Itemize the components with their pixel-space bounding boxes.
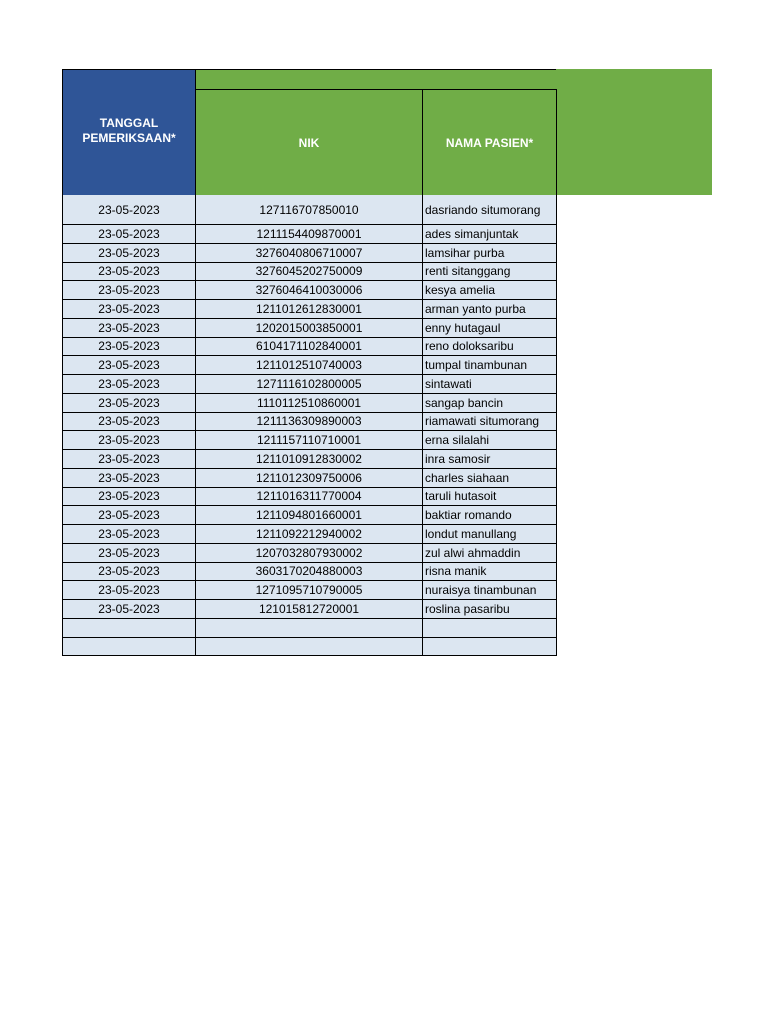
cell-nama[interactable]: sangap bancin bbox=[423, 394, 557, 413]
cell-tanggal[interactable]: 23-05-2023 bbox=[62, 600, 196, 619]
table-row bbox=[62, 319, 557, 338]
table-row bbox=[62, 281, 557, 300]
cell-nik[interactable]: 6104171102840001 bbox=[196, 338, 423, 357]
table-row bbox=[62, 356, 557, 375]
cell-tanggal[interactable]: 23-05-2023 bbox=[62, 506, 196, 525]
cell-tanggal[interactable]: 23-05-2023 bbox=[62, 356, 196, 375]
cell-tanggal[interactable]: 23-05-2023 bbox=[62, 319, 196, 338]
cell-nik[interactable]: 121015812720001 bbox=[196, 600, 423, 619]
cell-nik[interactable]: 3276046410030006 bbox=[196, 281, 423, 300]
column-header-tanggal bbox=[62, 69, 196, 196]
cell-tanggal[interactable]: 23-05-2023 bbox=[62, 544, 196, 563]
cell-nama[interactable]: arman yanto purba bbox=[423, 300, 557, 319]
table-row bbox=[62, 338, 557, 357]
cell-tanggal[interactable]: 23-05-2023 bbox=[62, 431, 196, 450]
cell-nama[interactable]: sintawati bbox=[423, 375, 557, 394]
cell-tanggal[interactable]: 23-05-2023 bbox=[62, 488, 196, 507]
cell-nik[interactable]: 1271116102800005 bbox=[196, 375, 423, 394]
cell-tanggal[interactable]: 23-05-2023 bbox=[62, 375, 196, 394]
table-row bbox=[62, 195, 557, 225]
table-row bbox=[62, 488, 557, 507]
cell-nama[interactable]: tumpal tinambunan bbox=[423, 356, 557, 375]
cell-nama[interactable]: nuraisya tinambunan bbox=[423, 581, 557, 600]
table-row bbox=[62, 225, 557, 244]
table-row bbox=[62, 619, 557, 638]
cell-tanggal[interactable]: 23-05-2023 bbox=[62, 300, 196, 319]
header-group-band bbox=[195, 69, 556, 90]
cell-nik[interactable]: 1211092212940002 bbox=[196, 525, 423, 544]
cell-tanggal[interactable]: 23-05-2023 bbox=[62, 450, 196, 469]
cell-tanggal[interactable]: 23-05-2023 bbox=[62, 338, 196, 357]
cell-tanggal[interactable] bbox=[62, 638, 196, 657]
cell-tanggal[interactable]: 23-05-2023 bbox=[62, 244, 196, 263]
table-row bbox=[62, 450, 557, 469]
cell-nik[interactable]: 1202015003850001 bbox=[196, 319, 423, 338]
cell-tanggal[interactable]: 23-05-2023 bbox=[62, 469, 196, 488]
cell-tanggal[interactable]: 23-05-2023 bbox=[62, 225, 196, 244]
cell-nama[interactable]: lamsihar purba bbox=[423, 244, 557, 263]
table-row bbox=[62, 263, 557, 282]
cell-tanggal[interactable]: 23-05-2023 bbox=[62, 581, 196, 600]
cell-tanggal[interactable]: 23-05-2023 bbox=[62, 563, 196, 582]
cell-tanggal[interactable]: 23-05-2023 bbox=[62, 525, 196, 544]
cell-tanggal[interactable]: 23-05-2023 bbox=[62, 281, 196, 300]
cell-nik[interactable]: 1110112510860001 bbox=[196, 394, 423, 413]
cell-nik[interactable]: 1211012510740003 bbox=[196, 356, 423, 375]
cell-nik[interactable]: 1207032807930002 bbox=[196, 544, 423, 563]
patient-table-body bbox=[62, 195, 557, 656]
cell-nama[interactable]: taruli hutasoit bbox=[423, 488, 557, 507]
cell-nama[interactable]: erna silalahi bbox=[423, 431, 557, 450]
header-fill-extension bbox=[556, 69, 712, 195]
cell-nik[interactable]: 1211094801660001 bbox=[196, 506, 423, 525]
cell-nama[interactable]: roslina pasaribu bbox=[423, 600, 557, 619]
table-row bbox=[62, 394, 557, 413]
table-row bbox=[62, 638, 557, 657]
cell-nama[interactable]: londut manullang bbox=[423, 525, 557, 544]
cell-nik[interactable] bbox=[196, 619, 423, 638]
cell-nik[interactable]: 3276040806710007 bbox=[196, 244, 423, 263]
table-row bbox=[62, 413, 557, 432]
cell-nama[interactable]: kesya amelia bbox=[423, 281, 557, 300]
cell-tanggal[interactable] bbox=[62, 619, 196, 638]
cell-nik[interactable]: 1211136309890003 bbox=[196, 413, 423, 432]
cell-nik[interactable]: 3603170204880003 bbox=[196, 563, 423, 582]
column-header-nama bbox=[422, 89, 557, 196]
cell-nama[interactable]: risna manik bbox=[423, 563, 557, 582]
cell-tanggal[interactable]: 23-05-2023 bbox=[62, 195, 196, 225]
table-row bbox=[62, 244, 557, 263]
table-row bbox=[62, 300, 557, 319]
cell-nama[interactable]: zul alwi ahmaddin bbox=[423, 544, 557, 563]
cell-nik[interactable]: 1211012612830001 bbox=[196, 300, 423, 319]
cell-nama[interactable]: dasriando situmorang bbox=[423, 195, 557, 225]
table-row bbox=[62, 469, 557, 488]
table-row bbox=[62, 431, 557, 450]
cell-nik[interactable]: 1211157110710001 bbox=[196, 431, 423, 450]
cell-nama[interactable] bbox=[423, 638, 557, 657]
column-header-nik-label: NIK bbox=[298, 135, 320, 150]
cell-nik[interactable]: 1211154409870001 bbox=[196, 225, 423, 244]
table-row bbox=[62, 600, 557, 619]
cell-nama[interactable]: enny hutagaul bbox=[423, 319, 557, 338]
table-row bbox=[62, 563, 557, 582]
column-header-nik bbox=[195, 89, 423, 196]
cell-nama[interactable]: renti sitanggang bbox=[423, 263, 557, 282]
cell-nik[interactable]: 1211010912830002 bbox=[196, 450, 423, 469]
table-row bbox=[62, 581, 557, 600]
cell-nik[interactable]: 3276045202750009 bbox=[196, 263, 423, 282]
cell-nik[interactable]: 1211016311770004 bbox=[196, 488, 423, 507]
cell-nik[interactable]: 127116707850010 bbox=[196, 195, 423, 225]
cell-nama[interactable]: ades simanjuntak bbox=[423, 225, 557, 244]
cell-nik[interactable]: 1211012309750006 bbox=[196, 469, 423, 488]
cell-nama[interactable]: charles siahaan bbox=[423, 469, 557, 488]
cell-nama[interactable]: inra samosir bbox=[423, 450, 557, 469]
cell-nik[interactable] bbox=[196, 638, 423, 657]
cell-tanggal[interactable]: 23-05-2023 bbox=[62, 413, 196, 432]
column-header-tanggal-label: TANGGAL PEMERIKSAAN* bbox=[82, 115, 176, 145]
table-row bbox=[62, 525, 557, 544]
table-row bbox=[62, 544, 557, 563]
cell-nik[interactable]: 1271095710790005 bbox=[196, 581, 423, 600]
cell-nama[interactable]: reno doloksaribu bbox=[423, 338, 557, 357]
cell-tanggal[interactable]: 23-05-2023 bbox=[62, 263, 196, 282]
table-row bbox=[62, 506, 557, 525]
cell-tanggal[interactable]: 23-05-2023 bbox=[62, 394, 196, 413]
cell-nama[interactable] bbox=[423, 619, 557, 638]
cell-nama[interactable]: baktiar romando bbox=[423, 506, 557, 525]
column-header-nama-label: NAMA PASIEN* bbox=[445, 135, 534, 150]
cell-nama[interactable]: riamawati situmorang bbox=[423, 413, 557, 432]
table-row bbox=[62, 375, 557, 394]
